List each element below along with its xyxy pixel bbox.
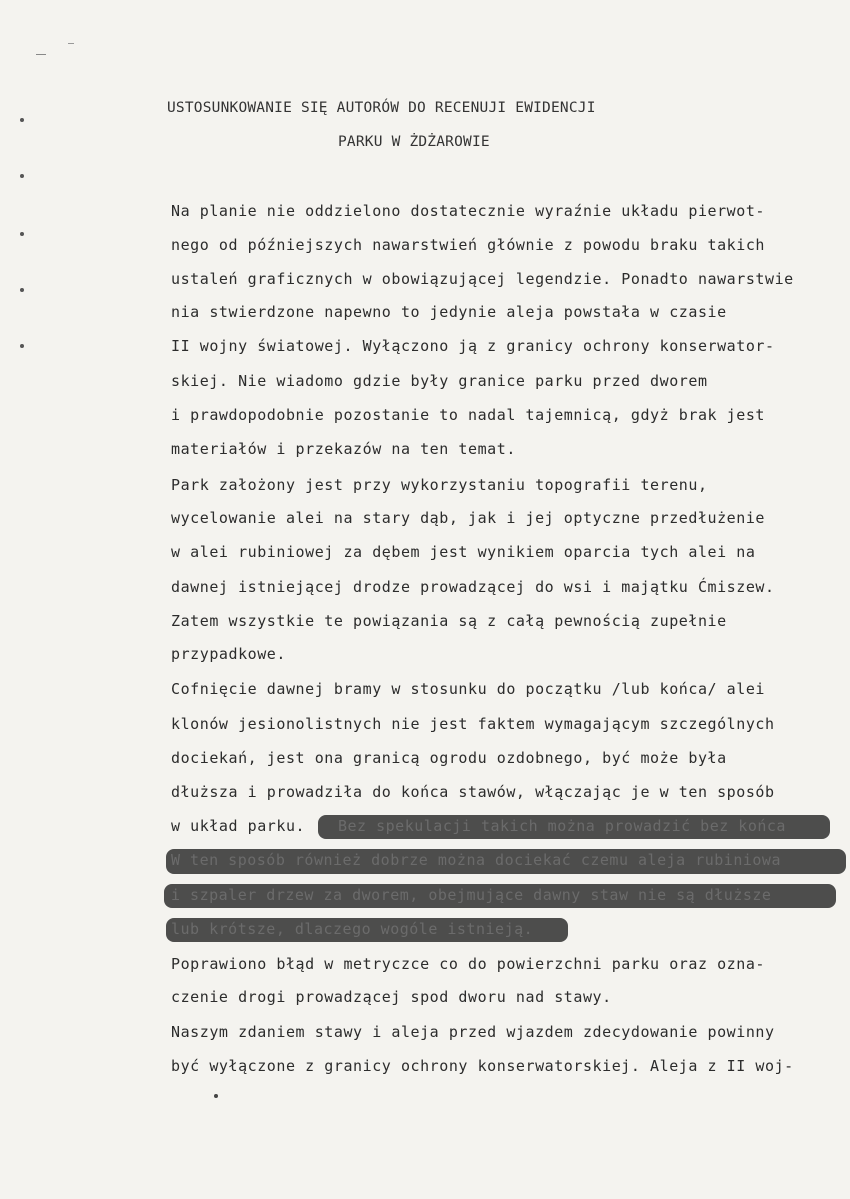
- page-mark: [214, 1094, 218, 1098]
- text-line: dociekań, jest ona granicą ogrodu ozdobnego, być może była: [171, 749, 727, 767]
- document-title-line-1: USTOSUNKOWANIE SIĘ AUTORÓW DO RECENUJI EWIDENCJI: [167, 100, 596, 116]
- text-line: Na planie nie oddzielono dostatecznie wyraźnie układu pierwot-: [171, 202, 766, 220]
- redacted-text-line: W ten sposób również dobrze można dociekać czemu aleja rubiniowa: [171, 851, 781, 869]
- text-line: Zatem wszystkie te powiązania są z całą pewnością zupełnie: [171, 612, 727, 630]
- punch-hole-dot: [20, 232, 24, 236]
- punch-hole-dot: [20, 344, 24, 348]
- text-line: materiałów i przekazów na ten temat.: [171, 440, 516, 458]
- text-line: Park założony jest przy wykorzystaniu topografii terenu,: [171, 476, 708, 494]
- text-line: dawnej istniejącej drodze prowadzącej do wsi i majątku Ćmiszew.: [171, 578, 775, 596]
- text-line: w alei rubiniowej za dębem jest wynikiem oparcia tych alei na: [171, 543, 756, 561]
- text-line: nego od późniejszych nawarstwień głównie z powodu braku takich: [171, 236, 766, 254]
- text-line: ustaleń graficznych w obowiązującej legendzie. Ponadto nawarstwie: [171, 270, 794, 288]
- text-line: wycelowanie alei na stary dąb, jak i jej optyczne przedłużenie: [171, 509, 766, 527]
- punch-hole-dot: [20, 174, 24, 178]
- redacted-text-line: Bez spekulacji takich można prowadzić bez końca: [338, 817, 786, 835]
- text-line: klonów jesionolistnych nie jest faktem wymagającym szczególnych: [171, 715, 775, 733]
- redacted-text-line: lub krótsze, dlaczego wogóle istnieją.: [171, 920, 534, 938]
- punch-hole-dot: [20, 118, 24, 122]
- page-mark: [68, 43, 74, 44]
- text-line: przypadkowe.: [171, 645, 286, 663]
- text-line: Cofnięcie dawnej bramy w stosunku do początku /lub końca/ alei: [171, 680, 766, 698]
- text-line: skiej. Nie wiadomo gdzie były granice parku przed dworem: [171, 372, 708, 390]
- text-line: czenie drogi prowadzącej spod dworu nad stawy.: [171, 988, 612, 1006]
- page-mark: [36, 54, 46, 55]
- text-line: Poprawiono błąd w metryczce co do powierzchni parku oraz ozna-: [171, 955, 766, 973]
- document-title-line-2: PARKU W ŻDŻAROWIE: [338, 134, 490, 150]
- text-line: Naszym zdaniem stawy i aleja przed wjazdem zdecydowanie powinny: [171, 1023, 775, 1041]
- text-line: dłuższa i prowadziła do końca stawów, włączając je w ten sposób: [171, 783, 775, 801]
- text-line: w układ parku.: [171, 817, 306, 835]
- text-line: i prawdopodobnie pozostanie to nadal tajemnicą, gdyż brak jest: [171, 406, 766, 424]
- redacted-text-line: i szpaler drzew za dworem, obejmujące dawny staw nie są dłuższe: [171, 886, 772, 904]
- punch-hole-dot: [20, 288, 24, 292]
- text-line: II wojny światowej. Wyłączono ją z granicy ochrony konserwator-: [171, 337, 775, 355]
- text-line: być wyłączone z granicy ochrony konserwatorskiej. Aleja z II woj-: [171, 1057, 794, 1075]
- text-line: nia stwierdzone napewno to jedynie aleja powstała w czasie: [171, 303, 727, 321]
